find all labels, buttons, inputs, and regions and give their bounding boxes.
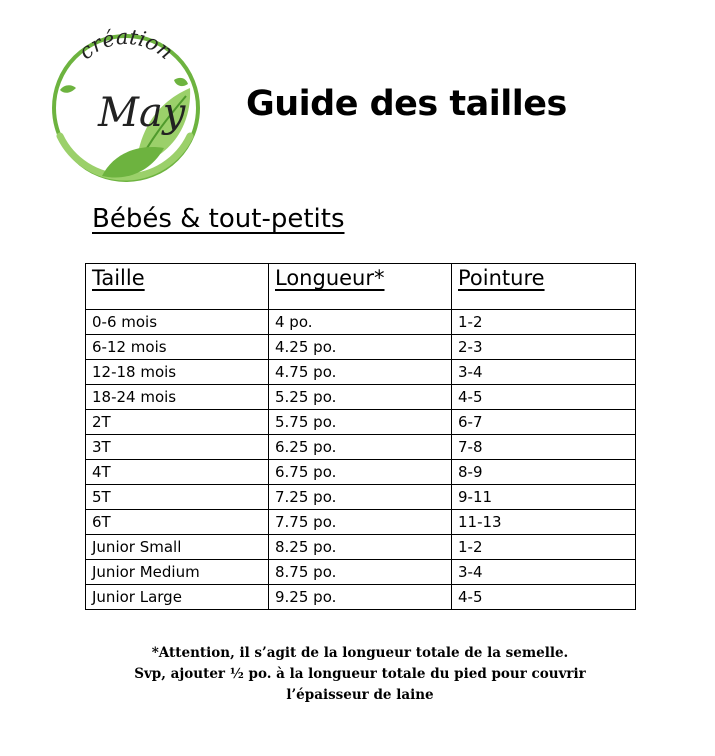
cell-taille: Junior Small: [86, 535, 269, 560]
cell-taille: Junior Large: [86, 585, 269, 610]
cell-longueur: 5.75 po.: [269, 410, 452, 435]
cell-pointure: 8-9: [452, 460, 636, 485]
cell-longueur: 4.25 po.: [269, 335, 452, 360]
cell-pointure: 6-7: [452, 410, 636, 435]
cell-pointure: 11-13: [452, 510, 636, 535]
size-table: [85, 263, 636, 610]
table-row: [86, 335, 636, 360]
cell-longueur: 5.25 po.: [269, 385, 452, 410]
logo-graphic: [40, 26, 208, 184]
column-header-taille: Taille: [86, 264, 269, 310]
table-row: [86, 560, 636, 585]
footnote-line-2: Svp, ajouter ½ po. à la longueur totale du pied pour couvrir: [134, 666, 586, 682]
cell-longueur: 4.75 po.: [269, 360, 452, 385]
cell-pointure: 1-2: [452, 535, 636, 560]
cell-taille: Junior Medium: [86, 560, 269, 585]
leaf-sprig-right-icon: [174, 78, 188, 86]
column-header-pointure: Pointure: [452, 264, 636, 310]
footnote-line-3: l’épaisseur de laine: [286, 687, 434, 703]
cell-pointure: 4-5: [452, 385, 636, 410]
cell-longueur: 8.25 po.: [269, 535, 452, 560]
table-row: [86, 360, 636, 385]
cell-longueur: 8.75 po.: [269, 560, 452, 585]
cell-taille: 12-18 mois: [86, 360, 269, 385]
table-row: [86, 410, 636, 435]
leaf-sprig-left-icon: [60, 85, 76, 93]
logo-top-text: création: [74, 26, 178, 65]
cell-longueur: 6.75 po.: [269, 460, 452, 485]
table-row: [86, 385, 636, 410]
cell-taille: 2T: [86, 410, 269, 435]
table-row: [86, 485, 636, 510]
table-row: [86, 310, 636, 335]
table-row: [86, 510, 636, 535]
footnote-line-1: *Attention, il s’agit de la longueur totale de la semelle.: [151, 645, 569, 661]
table-row: [86, 535, 636, 560]
cell-longueur: 6.25 po.: [269, 435, 452, 460]
cell-longueur: 7.75 po.: [269, 510, 452, 535]
cell-taille: 5T: [86, 485, 269, 510]
logo: [40, 26, 208, 184]
table-row: [86, 435, 636, 460]
cell-pointure: 1-2: [452, 310, 636, 335]
cell-taille: 3T: [86, 435, 269, 460]
cell-pointure: 7-8: [452, 435, 636, 460]
cell-pointure: 3-4: [452, 560, 636, 585]
logo-name: May: [98, 90, 186, 136]
cell-longueur: 7.25 po.: [269, 485, 452, 510]
cell-pointure: 2-3: [452, 335, 636, 360]
cell-pointure: 9-11: [452, 485, 636, 510]
table-row: [86, 460, 636, 485]
cell-pointure: 3-4: [452, 360, 636, 385]
cell-pointure: 4-5: [452, 585, 636, 610]
cell-taille: 4T: [86, 460, 269, 485]
page-title: Guide des tailles: [246, 84, 567, 124]
cell-taille: 6T: [86, 510, 269, 535]
footnote: [70, 643, 650, 706]
cell-taille: 0-6 mois: [86, 310, 269, 335]
table-row: [86, 585, 636, 610]
cell-taille: 6-12 mois: [86, 335, 269, 360]
cell-longueur: 4 po.: [269, 310, 452, 335]
cell-taille: 18-24 mois: [86, 385, 269, 410]
table-header-row: [86, 264, 636, 310]
cell-longueur: 9.25 po.: [269, 585, 452, 610]
column-header-longueur: Longueur*: [269, 264, 452, 310]
section-title: Bébés & tout-petits: [92, 204, 345, 234]
